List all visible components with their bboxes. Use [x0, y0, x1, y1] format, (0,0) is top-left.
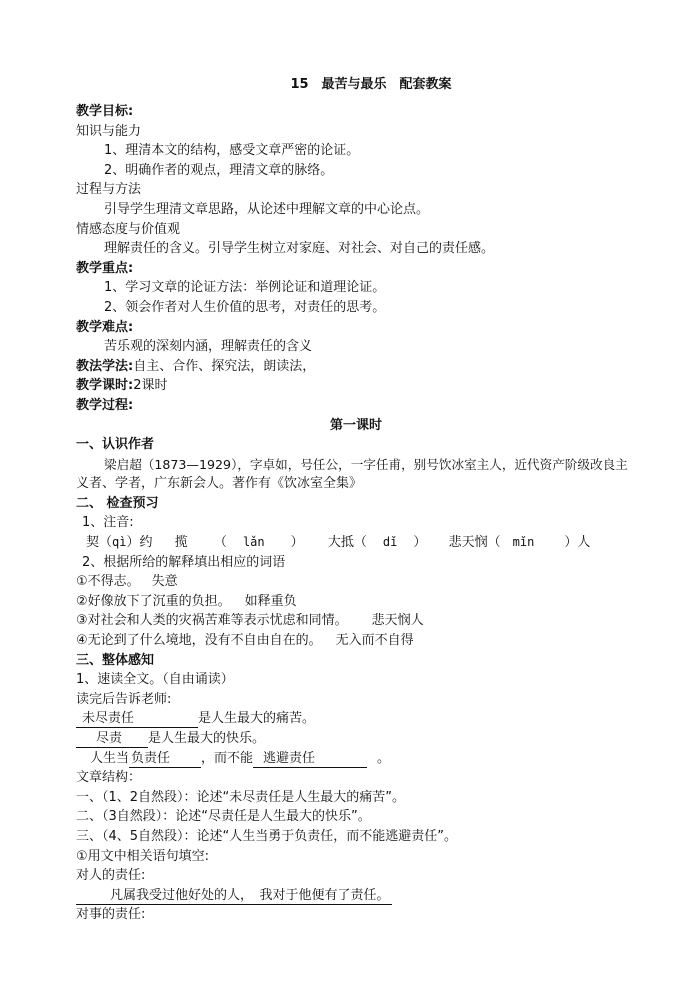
difficulty-heading: 教学难点: [76, 319, 134, 335]
methods-label: 教法学法: [76, 358, 134, 374]
pinyin-word-2: 揽 [174, 535, 188, 551]
section2-heading: 二、 检查预习 [76, 495, 159, 511]
pinyin-word-4: 悲天悯（ [448, 535, 501, 551]
pinyin-row: 契（qì）约 揽 （ lǎn ） 大抵（ dǐ ） 悲天悯（ mǐn ）人 [86, 535, 591, 551]
people-responsibility-answer: 凡属我受过他好处的人， 我对于他便有了责任。 [76, 888, 392, 905]
definition-item-3 [76, 611, 636, 631]
difficulty-text: 苦乐观的深刻内涵，理解责任的含义 [104, 339, 313, 355]
process-steps-heading: 教学过程: [76, 397, 134, 413]
pinyin-answer-2: lǎn [242, 535, 265, 550]
emotion-heading: 情感态度与价值观 [76, 221, 181, 237]
periods-label: 教学课时: [76, 378, 134, 394]
pinyin-word-1-a: 契（ [86, 535, 113, 551]
emotion-text: 理解责任的含义。引导学生树立对家庭、对社会、对自己的责任感。 [104, 241, 495, 257]
pinyin-answer-1: qì [112, 535, 127, 550]
document-title: 15 最苦与最乐 配套教案 [290, 77, 452, 92]
knowledge-heading: 知识与能力 [76, 123, 142, 139]
section1-heading: 一、认识作者 [76, 437, 155, 453]
process-heading: 过程与方法 [76, 182, 142, 198]
fill-answer-3a: 负责任 [129, 751, 201, 768]
fill-answer-3b: 逃避责任 [253, 751, 367, 768]
pinyin-answer-4: mǐn [512, 535, 535, 550]
fill-3-a: 人生当 [90, 750, 130, 766]
key-point-1: 1、学习文章的论证方法：举例论证和道理论证。 [104, 280, 386, 296]
fill-3-b: ，而不能 [201, 750, 254, 766]
fill-3-c: 。 [377, 750, 391, 766]
process-text: 引导学生理清文章思路，从论述中理解文章的中心论点。 [104, 201, 430, 217]
structure-item-2: 二、（3自然段）：论述“尽责任是人生最大的快乐”。 [76, 809, 371, 825]
structure-item-1: 一、（1、2自然段）：论述“未尽责任是人生最大的痛苦”。 [76, 789, 406, 805]
section3-heading: 三、整体感知 [76, 652, 155, 668]
definition-text-4: ④无论到了什么境地，没有不自由自在的。 [76, 633, 322, 649]
quick-read-task: 1、速读全文。（自由诵读） [76, 672, 234, 688]
definition-answer-2: 如释重负 [244, 593, 297, 609]
people-responsibility-label: 对人的责任: [76, 868, 146, 884]
document-page [76, 74, 636, 925]
fill-line-1 [76, 709, 636, 729]
pinyin-word-4-b: ）人 [564, 535, 591, 551]
definition-question-label: 2、根据所给的解释填出相应的词语 [82, 554, 286, 570]
fill-answer-2: 尽责 [76, 731, 148, 748]
definition-text-3: ③对社会和人类的灾祸苦难等表示忧虑和同情。 [76, 613, 348, 629]
tell-teacher-label: 读完后告诉老师: [76, 691, 172, 707]
goals-heading: 教学目标: [76, 104, 134, 119]
definition-item-1 [76, 572, 636, 592]
structure-label: 文章结构： [76, 770, 142, 786]
fill-line-3 [76, 749, 636, 769]
pinyin-word-1-b: ）约 [126, 535, 153, 551]
fill-answer-1: 未尽责任 [76, 711, 198, 728]
people-responsibility-line [76, 886, 636, 906]
knowledge-item-1: 1、理清本文的结构，感受文章严密的论证。 [104, 143, 360, 159]
author-text-1: 梁启超（1873—1929），字卓如，号任公，一字任甫，别号饮冰室主人，近代资产阶级改良主 [104, 456, 628, 472]
key-point-2: 2、领会作者对人生价值的思考，对责任的思考。 [104, 299, 386, 315]
structure-item-3: 三、（4、5自然段）：论述“人生当勇于负责任，而不能逃避责任”。 [76, 828, 458, 844]
periods-line [76, 376, 636, 396]
pinyin-question-label: 1、注音: [82, 515, 134, 531]
key-points-heading: 教学重点: [76, 260, 134, 276]
periods-value: 2课时 [133, 378, 168, 394]
methods-line [76, 357, 636, 377]
lesson-heading: 第一课时 [329, 417, 382, 433]
pinyin-answer-3: dǐ [382, 535, 398, 550]
definition-answer-4: 无入而不自得 [335, 633, 414, 649]
fill-line-2 [76, 729, 636, 749]
fill-rest-2: 是人生最大的快乐。 [148, 731, 266, 746]
knowledge-item-2: 2、明确作者的观点，理清文章的脉络。 [104, 162, 334, 178]
definition-answer-1: 失意 [151, 574, 178, 590]
definition-text-1: ①不得志。 [76, 574, 140, 590]
definition-item-4 [76, 631, 636, 651]
fill-rest-1: 是人生最大的痛苦。 [198, 711, 316, 727]
definition-item-2 [76, 592, 636, 612]
definition-text-2: ②好像放下了沉重的负担。 [76, 593, 231, 609]
methods-value: 自主、合作、探究法，朗读法， [133, 358, 316, 374]
pinyin-word-3: 大抵（ [327, 535, 367, 551]
definition-answer-3: 悲天悯人 [371, 613, 424, 629]
things-responsibility-label: 对事的责任: [76, 907, 146, 923]
fill-sentences-label: ①用文中相关语句填空: [76, 848, 210, 864]
author-text-2: 义者、学者，广东新会人。著作有《饮冰室全集》 [76, 476, 363, 492]
